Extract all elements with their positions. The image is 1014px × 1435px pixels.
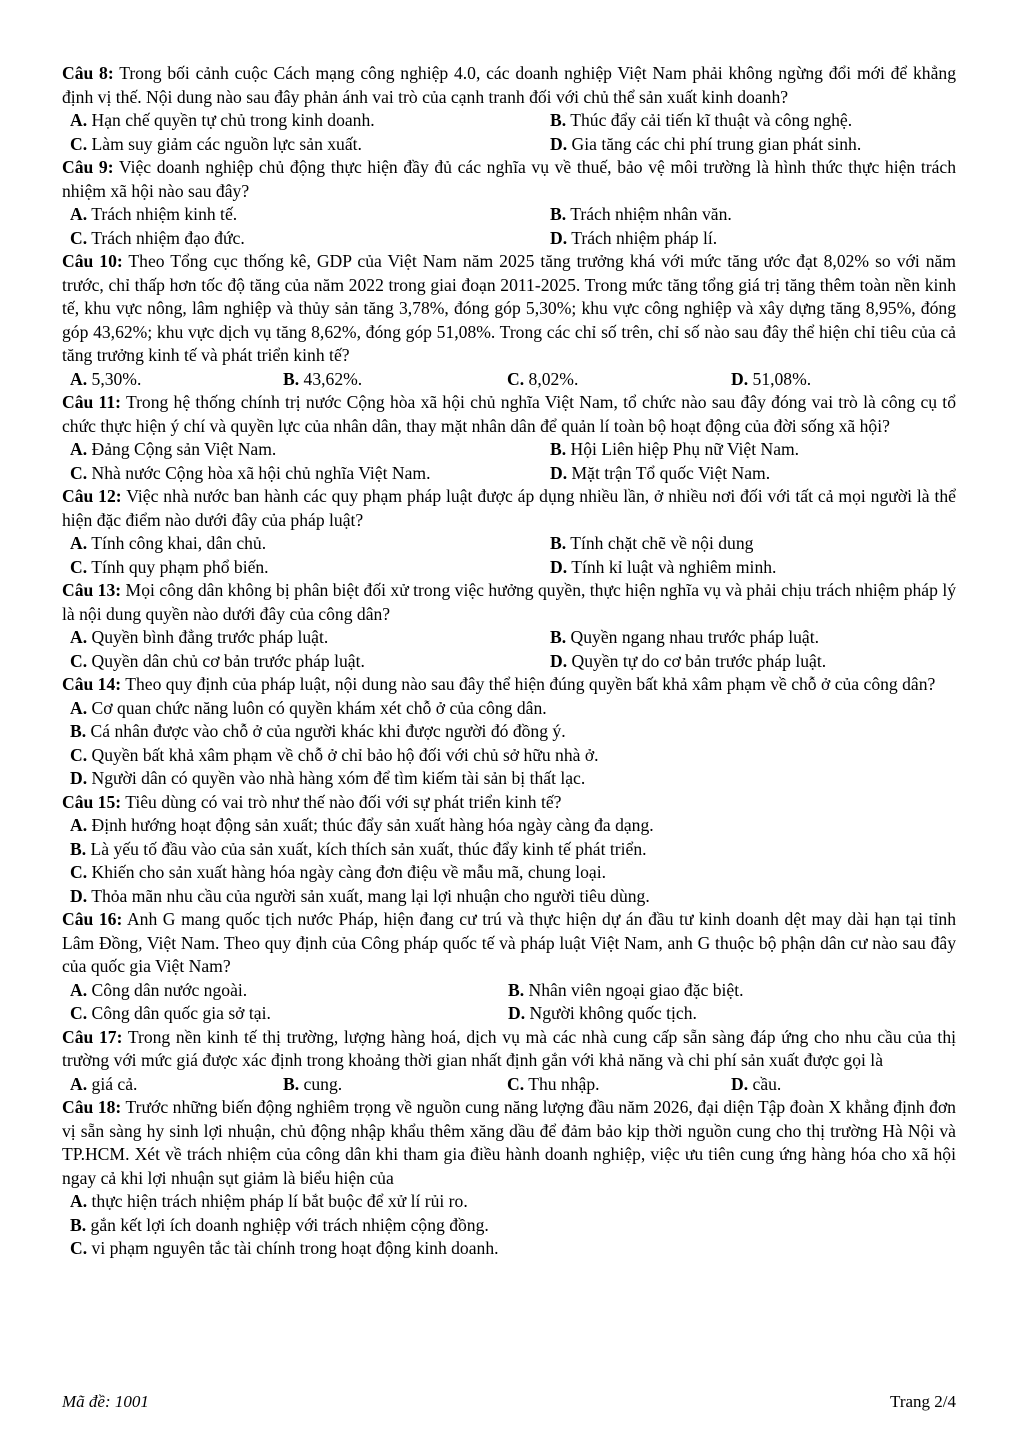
option-letter: D. [550, 650, 568, 671]
option-text: Người dân có quyền vào nhà hàng xóm để tìm kiếm tài sản bị thất lạc. [91, 768, 586, 788]
question-text: Theo quy định của pháp luật, nội dung nào sau đây thể hiện đúng quyền bất khả xâm phạm về chỗ ở của công dân? [125, 674, 936, 694]
option-letter: A. [70, 368, 88, 389]
option-text: Tính kỉ luật và nghiêm minh. [571, 556, 777, 577]
answer-options [62, 368, 956, 392]
question-block [62, 579, 956, 673]
option-letter: D. [70, 768, 88, 788]
answer-option [507, 1073, 731, 1097]
question-number: Câu 8: [62, 63, 114, 83]
answer-option [731, 1073, 964, 1097]
option-letter: C. [70, 556, 88, 577]
question-block [62, 391, 956, 485]
answer-options [62, 1190, 956, 1261]
answer-option [550, 556, 964, 580]
option-text: Cơ quan chức năng luôn có quyền khám xét chỗ ở của công dân. [91, 697, 547, 718]
answer-option [70, 438, 550, 462]
option-text: vi phạm nguyên tắc tài chính trong hoạt động kinh doanh. [91, 1238, 499, 1258]
answer-option [70, 1237, 956, 1261]
question-stem [62, 391, 956, 438]
question-number: Câu 18: [62, 1097, 122, 1117]
option-text: Công dân quốc gia sở tại. [91, 1003, 271, 1023]
option-text: 43,62%. [303, 368, 363, 389]
option-letter: B. [283, 1073, 300, 1094]
option-text: Trách nhiệm đạo đức. [91, 227, 245, 248]
option-letter: C. [70, 862, 88, 882]
option-text: thực hiện trách nhiệm pháp lí bắt buộc để xử lí rủi ro. [91, 1191, 468, 1211]
answer-option [508, 979, 964, 1003]
answer-options [62, 203, 956, 250]
option-text: Hạn chế quyền tự chủ trong kinh doanh. [91, 110, 375, 130]
option-letter: B. [70, 838, 87, 859]
question-block [62, 1096, 956, 1261]
question-block [62, 1026, 956, 1097]
option-letter: B. [283, 368, 300, 389]
question-text: Theo Tổng cục thống kê, GDP của Việt Nam năm 2025 tăng trưởng khá với mức tăng ước đạt 8,02% so với năm trước, chỉ thấp hơn tốc độ tăng của năm 2022 trong giai đoạn 2011-2025. Trong mức tăng tổng giá trị tăng thêm toàn nền kinh tế, khu vực nông, lâm nghiệp và thủy sản tăng 3,78%, đóng góp 5,30%; khu vực công nghiệp và xây dựng tăng 8,95%, đóng góp 43,62%; khu vực dịch vụ tăng 8,62%, đóng góp 51,08%. Trong các chỉ số trên, chỉ số nào sau đây thể hiện chỉ tiêu của cả tăng trưởng kinh tế và phát triển kinh tế? [62, 251, 956, 365]
option-letter: A. [70, 1191, 88, 1211]
answer-option [70, 744, 956, 768]
question-block [62, 791, 956, 909]
question-stem [62, 673, 956, 697]
option-text: Là yếu tố đầu vào của sản xuất, kích thích sản xuất, thúc đẩy kinh tế phát triển. [90, 838, 647, 859]
page-footer [62, 1391, 956, 1413]
answer-option [70, 650, 550, 674]
answer-option [70, 626, 550, 650]
option-letter: D. [550, 462, 568, 483]
option-letter: A. [70, 533, 88, 553]
question-number: Câu 11: [62, 392, 122, 412]
question-number: Câu 16: [62, 909, 123, 929]
option-letter: D. [508, 1003, 526, 1023]
question-number: Câu 14: [62, 674, 122, 694]
answer-options [62, 697, 956, 791]
question-text: Trong nền kinh tế thị trường, lượng hàng hoá, dịch vụ mà các nhà cung cấp sẵn sàng đáp ứng cho nhu cầu của thị trường với mức giá được xác định trong khoảng thời gian nhất định gắn với khả năng và chi phí sản xuất được gọi là [62, 1026, 956, 1070]
question-stem [62, 908, 956, 979]
answer-option [70, 462, 550, 486]
question-stem [62, 791, 956, 815]
option-letter: A. [70, 627, 88, 647]
option-letter: A. [70, 439, 88, 459]
option-text: Định hướng hoạt động sản xuất; thúc đẩy sản xuất hàng hóa ngày càng đa dạng. [91, 815, 654, 835]
answer-option [70, 979, 508, 1003]
question-stem [62, 156, 956, 203]
option-letter: B. [508, 979, 525, 1000]
answer-options [62, 1073, 956, 1097]
exam-page [62, 62, 956, 1261]
option-letter: A. [70, 697, 88, 718]
answer-options [62, 438, 956, 485]
option-text: cung. [303, 1073, 343, 1094]
option-letter: B. [550, 110, 567, 130]
answer-option [550, 462, 964, 486]
option-text: Quyền bất khả xâm phạm về chỗ ở chỉ bảo hộ đối với chủ sở hữu nhà ở. [91, 744, 599, 765]
question-text: Tiêu dùng có vai trò như thế nào đối với sự phát triển kinh tế? [125, 791, 562, 812]
question-stem [62, 579, 956, 626]
option-text: Trách nhiệm pháp lí. [571, 227, 718, 248]
answer-option [70, 368, 283, 392]
option-text: Thúc đẩy cải tiến kĩ thuật và công nghệ. [570, 110, 853, 130]
option-text: Người không quốc tịch. [529, 1003, 697, 1023]
page-number: Trang 2/4 [890, 1392, 956, 1411]
option-text: 51,08%. [752, 368, 812, 389]
answer-option [70, 1073, 283, 1097]
question-block [62, 908, 956, 1026]
option-text: cầu. [752, 1073, 782, 1094]
answer-option [550, 227, 964, 251]
answer-option [550, 650, 964, 674]
option-text: Tính quy phạm phổ biến. [91, 556, 269, 577]
answer-option [550, 203, 964, 227]
option-letter: C. [70, 1003, 88, 1023]
question-text: Việc doanh nghiệp chủ động thực hiện đầy đủ các nghĩa vụ về thuế, bảo vệ môi trường là hình thức thực hiện trách nhiệm xã hội nào sau đây? [62, 157, 956, 201]
answer-options [62, 814, 956, 908]
option-letter: C. [70, 133, 88, 154]
answer-option [70, 532, 550, 556]
option-letter: D. [550, 227, 568, 248]
option-text: Nhân viên ngoại giao đặc biệt. [528, 979, 744, 1000]
option-letter: B. [550, 204, 567, 224]
option-text: Gia tăng các chi phí trung gian phát sinh. [571, 133, 862, 154]
option-letter: C. [507, 1073, 525, 1094]
option-letter: D. [731, 368, 749, 389]
option-letter: C. [70, 462, 88, 483]
question-number: Câu 13: [62, 580, 122, 600]
option-text: Nhà nước Cộng hòa xã hội chủ nghĩa Việt Nam. [91, 462, 431, 483]
answer-option [70, 1190, 956, 1214]
question-block [62, 673, 956, 791]
question-text: Anh G mang quốc tịch nước Pháp, hiện đang cư trú và thực hiện dự án đầu tư kinh doanh dệt may dài hạn tại tỉnh Lâm Đồng, Việt Nam. Theo quy định của Công pháp quốc tế và pháp luật Việt Nam, anh G thuộc bộ phận dân cư nào sau đây của quốc gia Việt Nam? [62, 909, 956, 976]
option-text: Tính chặt chẽ về nội dung [570, 533, 754, 553]
answer-options [62, 626, 956, 673]
answer-option [508, 1002, 964, 1026]
question-number: Câu 12: [62, 486, 122, 506]
option-text: giá cả. [91, 1073, 138, 1094]
option-text: 5,30%. [91, 368, 142, 389]
option-letter: C. [70, 650, 88, 671]
answer-option [70, 838, 956, 862]
question-stem [62, 250, 956, 368]
option-letter: A. [70, 815, 88, 835]
answer-option [70, 697, 956, 721]
option-text: Quyền bình đẳng trước pháp luật. [91, 627, 329, 647]
question-text: Việc nhà nước ban hành các quy phạm pháp luật được áp dụng nhiều lần, ở nhiều nơi đối với tất cả mọi người là thể hiện đặc điểm nào dưới đây của pháp luật? [62, 486, 956, 530]
option-letter: A. [70, 110, 88, 130]
option-text: Hội Liên hiệp Phụ nữ Việt Nam. [570, 439, 800, 459]
question-stem [62, 1096, 956, 1190]
option-letter: D. [731, 1073, 749, 1094]
question-stem [62, 62, 956, 109]
question-stem [62, 485, 956, 532]
question-block [62, 62, 956, 156]
option-text: Trách nhiệm kinh tế. [91, 204, 238, 224]
option-letter: D. [550, 133, 568, 154]
question-text: Trước những biến động nghiêm trọng về nguồn cung năng lượng đầu năm 2026, đại diện Tập đoàn X khẳng định đơn vị sẵn sàng hy sinh lợi nhuận, chủ động nhập khẩu thêm xăng dầu để đảm bảo kịp thời nguồn cung cho thị trường Hà Nội và TP.HCM. Xét về trách nhiệm của công dân khi tham gia điều hành doanh nghiệp, việc ưu tiên cung ứng hàng hóa cho xã hội ngay cả khi lợi nhuận sụt giảm là biểu hiện của [62, 1097, 956, 1188]
answer-options [62, 532, 956, 579]
option-letter: B. [550, 439, 567, 459]
answer-option [70, 1002, 508, 1026]
answer-option [731, 368, 964, 392]
option-text: Tính công khai, dân chủ. [91, 533, 267, 553]
answer-option [70, 861, 956, 885]
answer-option [70, 133, 550, 157]
question-number: Câu 17: [62, 1026, 123, 1047]
question-text: Trong hệ thống chính trị nước Cộng hòa xã hội chủ nghĩa Việt Nam, tổ chức nào sau đây đóng vai trò là công cụ tổ chức thực hiện ý chí và quyền lực của nhân dân, thay mặt nhân dân để quản lí toàn bộ hoạt động của đời sống xã hội? [62, 392, 956, 436]
option-text: Làm suy giảm các nguồn lực sản xuất. [91, 133, 362, 154]
answer-option [550, 133, 964, 157]
option-text: 8,02%. [528, 368, 579, 389]
question-stem [62, 1026, 956, 1073]
answer-option [550, 109, 964, 133]
question-block [62, 250, 956, 391]
option-letter: C. [507, 368, 525, 389]
option-text: Mặt trận Tổ quốc Việt Nam. [571, 462, 771, 483]
answer-options [62, 979, 956, 1026]
exam-code: Mã đề: 1001 [62, 1392, 149, 1411]
option-text: Khiến cho sản xuất hàng hóa ngày càng đơn điệu về mẫu mã, chung loại. [91, 862, 607, 882]
answer-option [70, 720, 956, 744]
question-number: Câu 15: [62, 791, 122, 812]
option-text: gắn kết lợi ích doanh nghiệp với trách nhiệm cộng đồng. [90, 1214, 489, 1235]
answer-option [70, 885, 956, 909]
option-letter: B. [70, 1214, 87, 1235]
answer-option [70, 814, 956, 838]
answer-option [283, 1073, 507, 1097]
option-text: Thu nhập. [528, 1073, 600, 1094]
question-block [62, 485, 956, 579]
answer-option [70, 767, 956, 791]
answer-option [70, 203, 550, 227]
answer-option [283, 368, 507, 392]
option-letter: B. [70, 721, 87, 741]
option-text: Quyền ngang nhau trước pháp luật. [570, 627, 820, 647]
answer-option [70, 227, 550, 251]
answer-option [70, 109, 550, 133]
answer-options [62, 109, 956, 156]
option-letter: A. [70, 1073, 88, 1094]
answer-option [550, 532, 964, 556]
question-number: Câu 9: [62, 157, 114, 177]
option-text: Quyền tự do cơ bản trước pháp luật. [571, 650, 827, 671]
option-letter: D. [70, 885, 88, 906]
answer-option [550, 626, 964, 650]
option-text: Công dân nước ngoài. [91, 979, 248, 1000]
question-block [62, 156, 956, 250]
answer-option [70, 556, 550, 580]
option-text: Quyền dân chủ cơ bản trước pháp luật. [91, 650, 365, 671]
answer-option [507, 368, 731, 392]
option-letter: A. [70, 979, 88, 1000]
option-text: Đảng Cộng sản Việt Nam. [91, 439, 277, 459]
option-letter: B. [550, 627, 567, 647]
option-letter: C. [70, 1238, 88, 1258]
option-text: Trách nhiệm nhân văn. [570, 204, 732, 224]
question-text: Mọi công dân không bị phân biệt đối xử trong việc hưởng quyền, thực hiện nghĩa vụ và phải chịu trách nhiệm pháp lý là nội dung quyền nào dưới đây của công dân? [62, 580, 956, 624]
answer-option [70, 1214, 956, 1238]
option-letter: D. [550, 556, 568, 577]
option-letter: C. [70, 744, 88, 765]
option-letter: A. [70, 204, 88, 224]
question-text: Trong bối cảnh cuộc Cách mạng công nghiệp 4.0, các doanh nghiệp Việt Nam phải không ngừng đổi mới để khẳng định vị thế. Nội dung nào sau đây phản ánh vai trò của cạnh tranh đối với chủ thể sản xuất kinh doanh? [62, 63, 956, 107]
option-letter: C. [70, 227, 88, 248]
question-number: Câu 10: [62, 251, 123, 271]
answer-option [550, 438, 964, 462]
option-text: Cá nhân được vào chỗ ở của người khác khi được người đó đồng ý. [90, 721, 566, 741]
option-text: Thỏa mãn nhu cầu của người sản xuất, mang lại lợi nhuận cho người tiêu dùng. [91, 885, 650, 906]
option-letter: B. [550, 533, 567, 553]
